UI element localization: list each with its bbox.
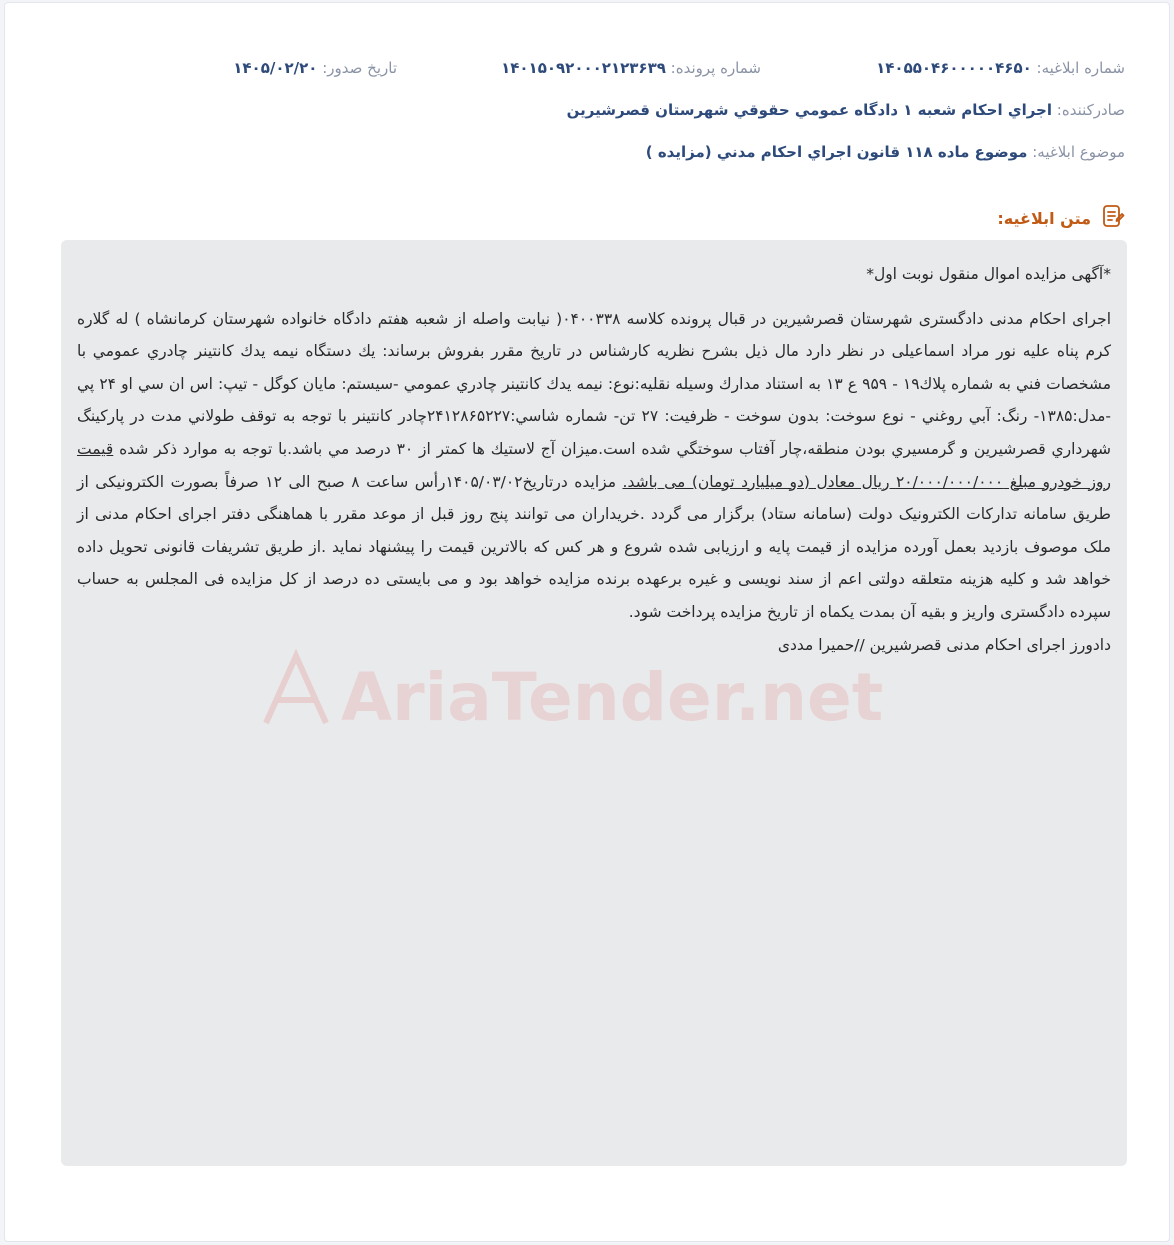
watermark-text: AriaTender.net: [341, 659, 884, 736]
meta-row-numbers: [49, 59, 1125, 83]
body-text-price: قیمت روز خودرو مبلغ ۲۰/۰۰۰/۰۰۰/۰۰۰ ریال معادل (دو میلیارد تومان) می باشد.: [77, 439, 1111, 491]
case-number-label: شماره پرونده:: [670, 59, 761, 77]
notice-text-title: متن ابلاغیه:: [997, 208, 1091, 228]
case-number: ۱۴۰۱۵۰۹۲۰۰۰۲۱۲۳۶۳۹: [501, 59, 666, 77]
case-number-field: [501, 59, 761, 77]
notice-number-field: [876, 59, 1125, 77]
notice-body-text: [77, 258, 1111, 661]
body-text-part-2: مزايده درتاريخ۱۴۰۵/۰۳/۰۲رأس ساعت ۸ صبح الی ۱۲ صرفاً بصورت الکترونیکی از طریق سامانه تدارکات الکترونیک دولت (سامانه ستاد) برگزار می گردد .خریداران می توانند پنج روز قبل از موعد مقرر با هماهنگی دفتر اجرای احکام مدنی از ملک موصوف بازدید بعمل آورده مزایده از قیمت پایه و ارزیابی شده شروع و هر کس که بالاترین قیمت را پیشنهاد نماید .از طریق تشریفات قانونی تحویل داده خواهد شد و کلیه هزینه متعلقه دولتی اعم از سند نویسی و غیره برعهده برنده مزایده خواهد بود و می بایستی ده درصد از کل مزایده فی المجلس به حساب سپرده دادگستری واریز و بقیه آن بمدت یکماه از تاریخ مزایده پرداخت شود.: [77, 472, 1111, 621]
notice-number-label: شماره ابلاغیه:: [1036, 59, 1125, 77]
notice-body-heading: *آگهی مزایده اموال منقول نوبت اول*: [866, 265, 1111, 283]
subject-label: موضوع ابلاغیه:: [1032, 143, 1125, 161]
meta-row-subject: [49, 143, 1125, 167]
subject: موضوع ماده ۱۱۸ قانون اجراي احكام مدني (مزايده ): [645, 143, 1028, 161]
notice-number: ۱۴۰۵۵۰۴۶۰۰۰۰۰۴۶۵۰: [876, 59, 1032, 77]
issue-date-label: تاریخ صدور:: [322, 59, 397, 77]
issue-date: ۱۴۰۵/۰۲/۲۰: [233, 59, 318, 77]
notice-body-box: [61, 240, 1127, 1166]
notice-signature: دادورز اجرای احکام مدنی قصرشیرین //حمیرا مددی: [777, 635, 1111, 654]
notice-page: [4, 2, 1170, 1242]
watermark-logo: [256, 648, 884, 738]
notice-text-heading: [997, 203, 1125, 233]
body-text-part-1: اجرای احکام مدنی دادگستری شهرستان قصرشیرین در قبال پرونده کلاسه ۰۴۰۰۳۳۸( نیابت واصله از شعبه هفتم دادگاه خانواده شهرستان کرمانشاه ) له گلاره کرم پناه علیه نور مراد اسماعیلی در نظر دارد مال ذیل بشرح نظریه کارشناس در تاریخ مقرر بفروش برساند: يك دستگاه نيمه يدك كانتينر چادري عمومي با مشخصات فني به شماره پلاك۱۹ - ۹۵۹ ع ۱۳ به استناد مدارك وسيله نقليه:نوع: نيمه يدك كانتينر چادري عمومي -سيستم: مايان كوگل - تيپ: اس ان سي او ۲۴ پي -مدل:۱۳۸۵- رنگ: آبي روغني - نوع سوخت: بدون سوخت - ظرفيت: ۲۷ تن- شماره شاسي:۲۴۱۲۸۶۵۲۲۷چادر كانتينر با توجه به توقف طولاني مدت در پاركينگ شهرداري قصرشيرين و گرمسيري بودن منطقه،چار آفتاب سوختگي شده است.ميزان آج لاستيك ها كمتر از ۳۰ درصد مي باشد.با توجه به موارد ذكر شده: [77, 309, 1112, 458]
issue-date-field: [233, 59, 397, 77]
issuer-label: صادرکننده:: [1056, 101, 1125, 119]
meta-row-issuer: [49, 101, 1125, 125]
issuer: اجراي احكام شعبه ۱ دادگاه عمومي حقوقي شهرستان قصرشيرين: [566, 101, 1052, 119]
document-text-icon: [1099, 203, 1125, 233]
notice-body-paragraph: [77, 303, 1111, 629]
